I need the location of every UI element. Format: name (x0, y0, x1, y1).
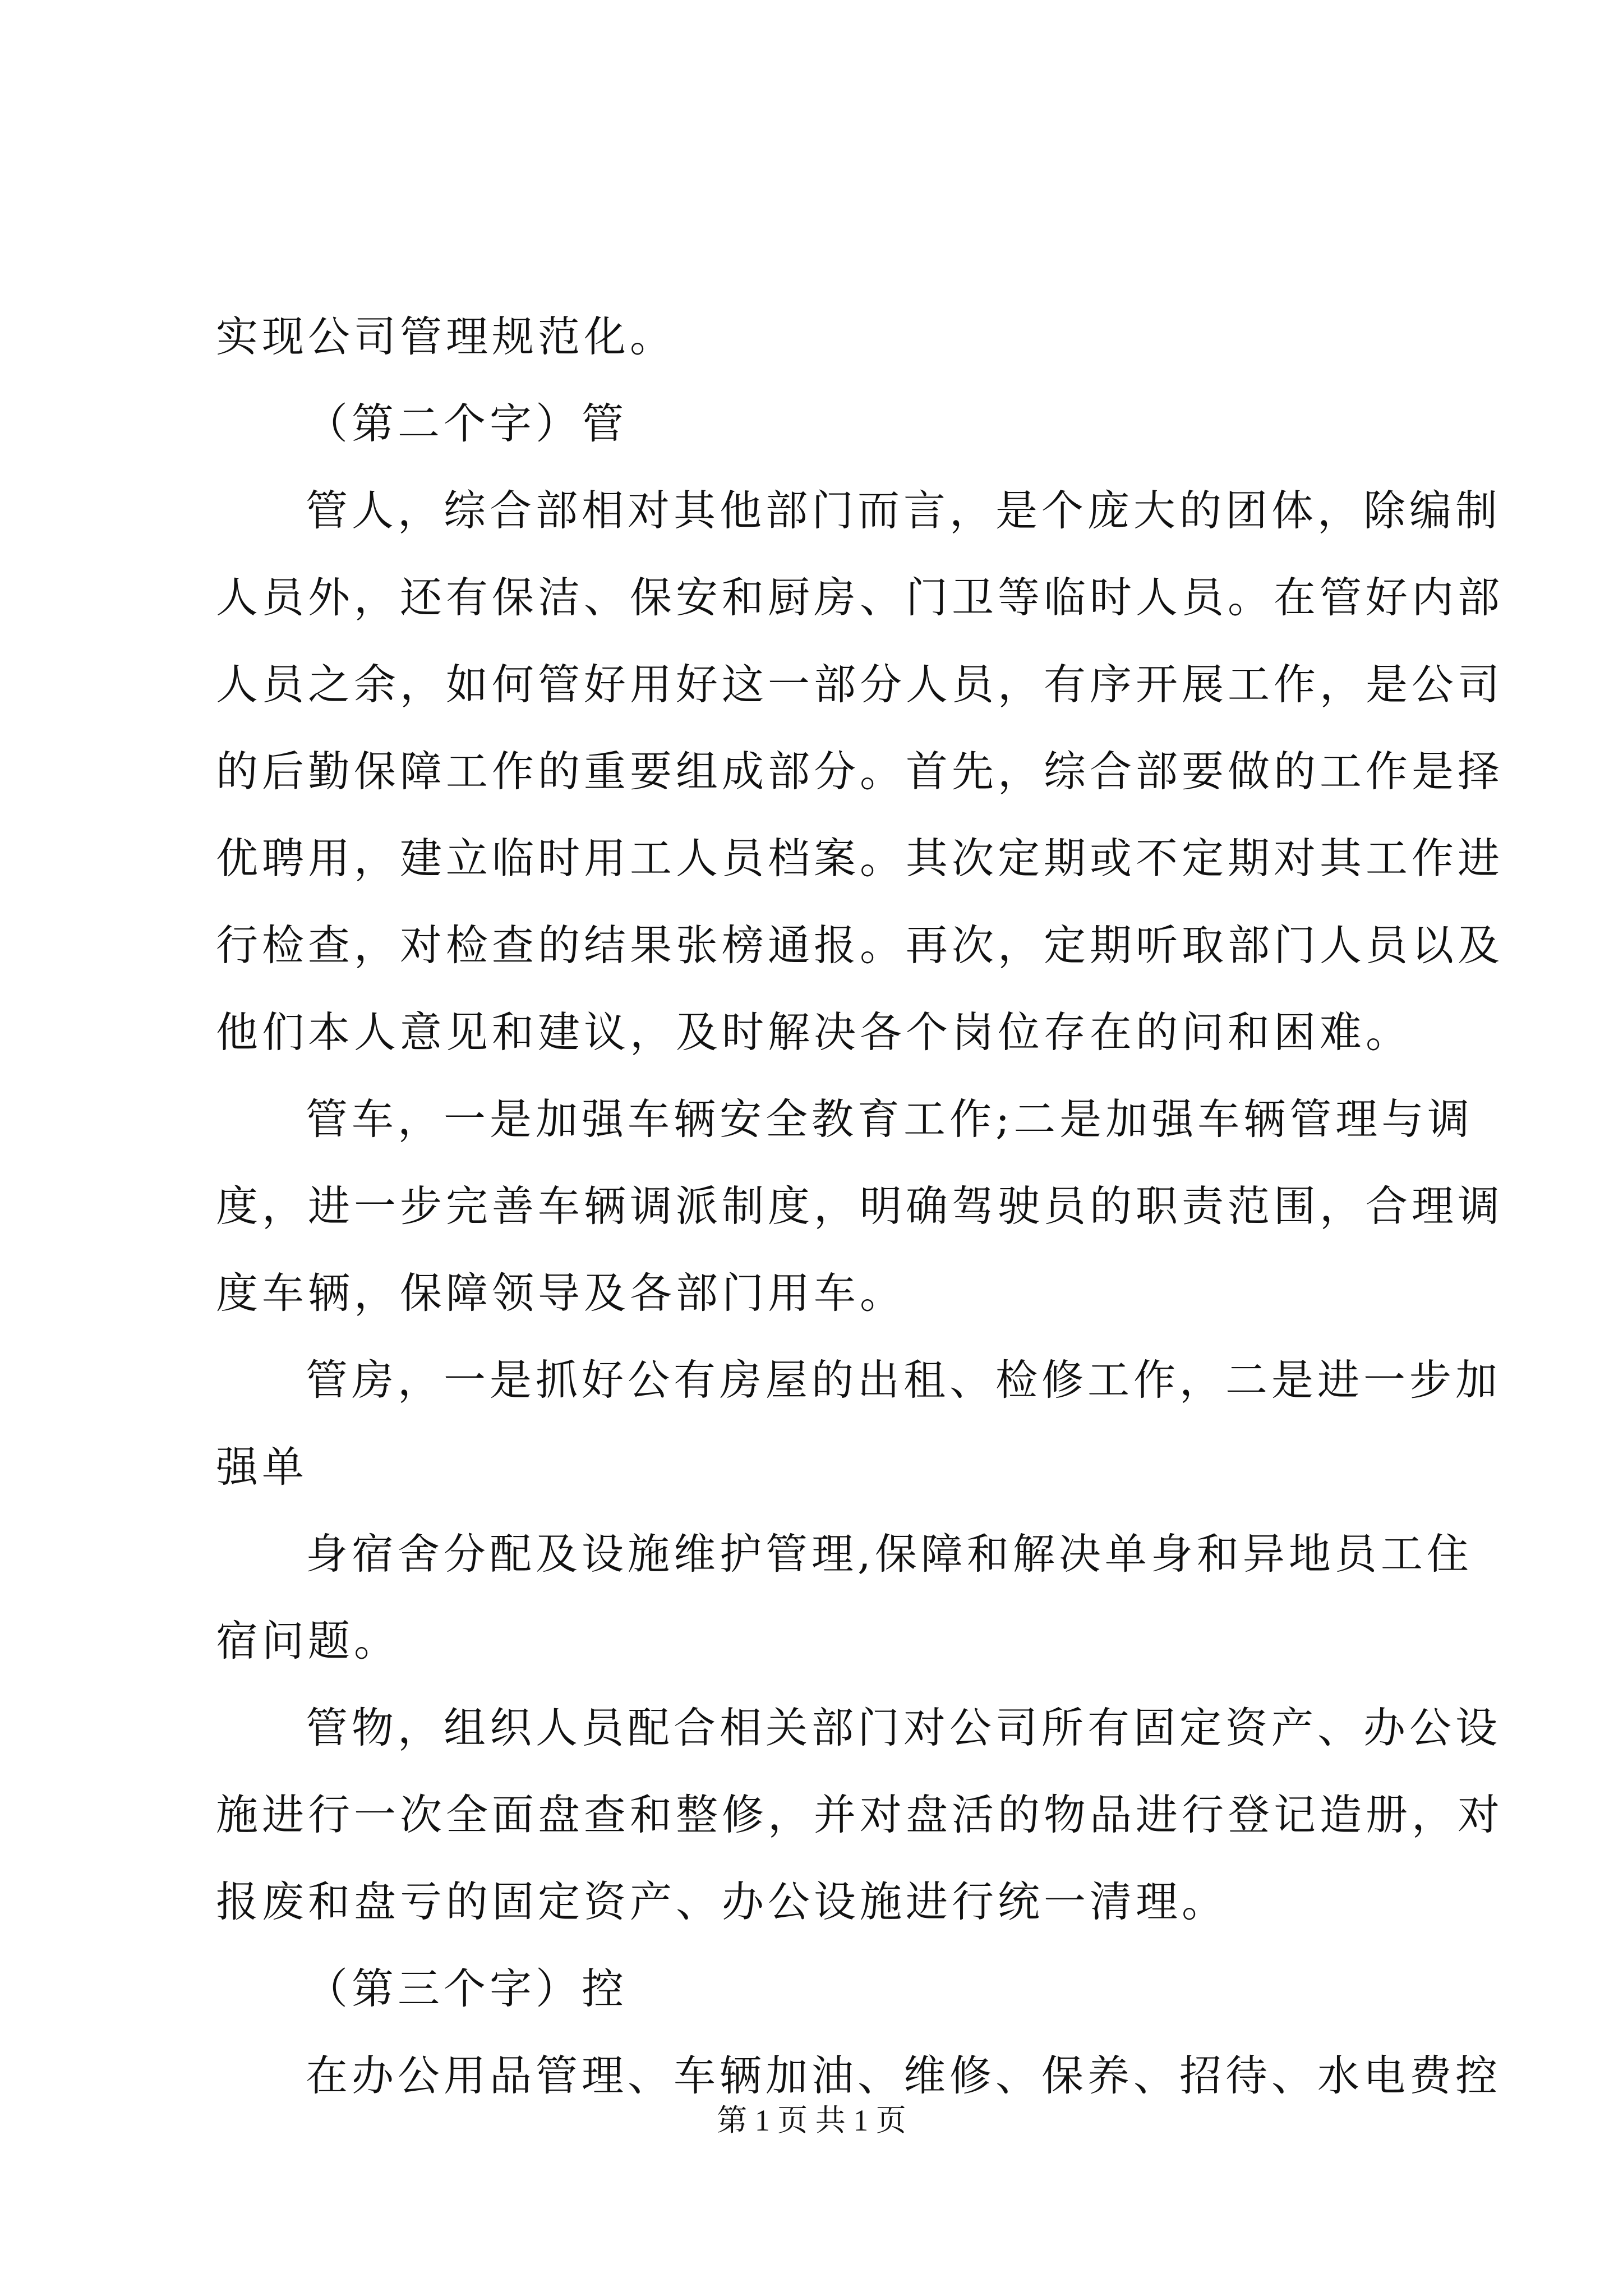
text-line: 管人，综合部相对其他部门而言，是个庞大的团体，除编制 (306, 486, 1502, 535)
text-line: 管物，组织人员配合相关部门对公司所有固定资产、办公设 (306, 1703, 1502, 1752)
section-heading: （第三个字）控 (306, 1964, 628, 2013)
text-line: 管房，一是抓好公有房屋的出租、检修工作，二是进一步加 (306, 1355, 1502, 1405)
text-line: 施进行一次全面盘查和整修，并对盘活的物品进行登记造册，对 (216, 1790, 1504, 1839)
section-heading: （第二个字）管 (306, 399, 628, 448)
text-line: 度车辆，保障领导及各部门用车。 (216, 1268, 906, 1318)
text-line: 宿问题。 (216, 1616, 400, 1665)
text-line: 强单 (216, 1442, 308, 1492)
text-line: 度，进一步完善车辆调派制度，明确驾驶员的职责范围，合理调 (216, 1181, 1504, 1231)
text-line: 人员外，还有保洁、保安和厨房、门卫等临时人员。在管好内部 (216, 573, 1504, 622)
text-line: 身宿舍分配及设施维护管理,保障和解决单身和异地员工住 (306, 1529, 1473, 1579)
text-line: 优聘用，建立临时用工人员档案。其次定期或不定期对其工作进 (216, 834, 1504, 883)
text-line: 人员之余，如何管好用好这一部分人员，有序开展工作，是公司 (216, 660, 1504, 709)
page-footer: 第 1 页 共 1 页 (717, 2104, 906, 2137)
text-line: 他们本人意见和建议，及时解决各个岗位存在的问和困难。 (216, 1007, 1412, 1057)
text-line: 管车，一是加强车辆安全教育工作;二是加强车辆管理与调 (306, 1094, 1474, 1144)
text-line: 实现公司管理规范化。 (216, 312, 676, 361)
text-line: 报废和盘亏的固定资产、办公设施进行统一清理。 (216, 1877, 1228, 1926)
text-line: 行检查，对检查的结果张榜通报。再次，定期听取部门人员以及 (216, 921, 1504, 970)
text-line: 在办公用品管理、车辆加油、维修、保养、招待、水电费控 (306, 2051, 1502, 2100)
text-line: 的后勤保障工作的重要组成部分。首先，综合部要做的工作是择 (216, 747, 1504, 796)
